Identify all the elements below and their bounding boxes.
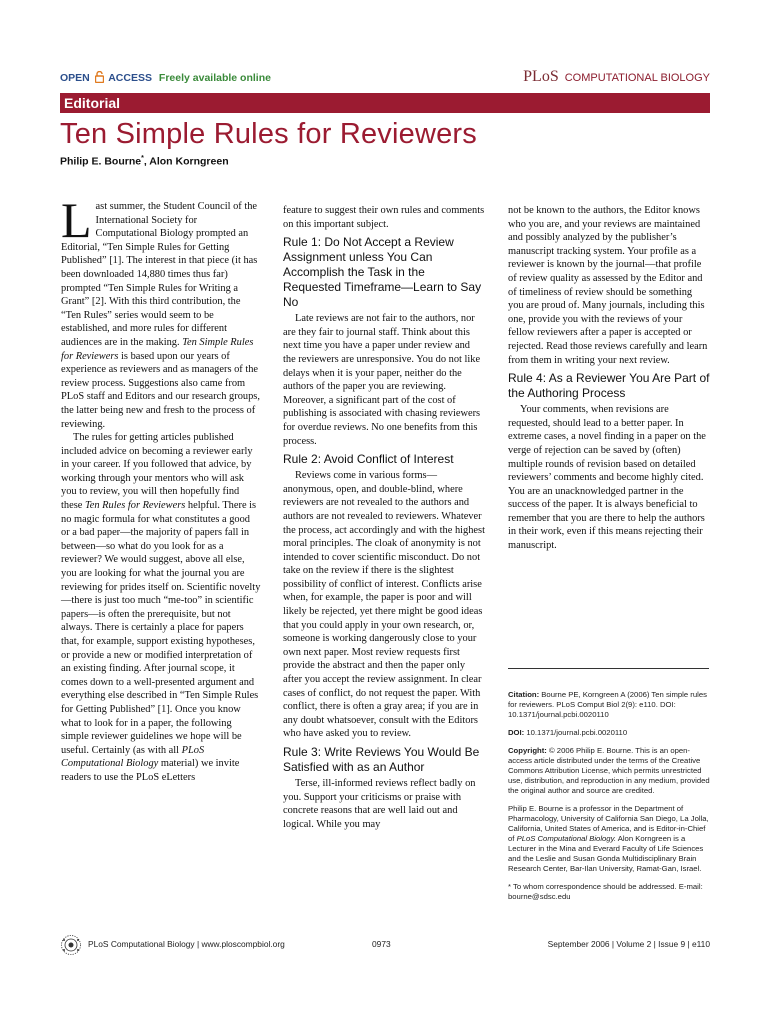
p2-text-a: The rules for getting articles published included advice on becoming a reviewer early in your career. If you followed that advice, by working through your mentors who will ask you to review, you will then hopefully find these bbox=[61, 432, 253, 512]
rule-1-text: Late reviews are not fair to the authors, nor are they fair to journal staff. Think about this next time you have a paper under review and the reviewers are unresponsive. You do not like delays when it is your paper, neither do the authors of the paper you are reviewing. Moreover, a significant part of the cost of publishing is associated with chasing reviewers for overdue reviews. No one benefits from this process. bbox=[283, 313, 481, 447]
corresponding-mark: * bbox=[141, 155, 144, 162]
rule-2-heading: Rule 2: Avoid Conflict of Interest bbox=[283, 452, 454, 467]
rule-1-heading: Rule 1: Do Not Accept a Review Assignment unless You Can Accomplish the Task in the Requested Timeframe—Learn to Say No bbox=[283, 235, 482, 310]
doi bbox=[508, 728, 710, 738]
journal-name-label: COMPUTATIONAL BIOLOGY bbox=[564, 72, 710, 84]
bio-text-a: Philip E. Bourne is a professor in the Department of Pharmacology, University of California San Diego, La Jolla, California, United States of America, and is Editor-in-Chief of bbox=[508, 804, 709, 843]
page-footer bbox=[60, 933, 710, 955]
p2-text-c: material) we invite readers to use the PLoS eLetters bbox=[61, 758, 240, 783]
copyright-label: Copyright: bbox=[508, 746, 547, 755]
drop-cap: L bbox=[61, 192, 92, 248]
bio-text-b: Alon Korngreen is a Lecturer in the Mina and Everard Faculty of Life Sciences and the Leslie and Susan Gonda Multidisciplinary Brain Research Center, Bar-Ilan University, Ramat-Gan, Israel. bbox=[508, 834, 704, 873]
rule-4-text: Your comments, when revisions are requested, should lead to a better paper. In extreme cases, a novel finding in a paper on the verge of rejection can be saved by (often) multiple rounds of revision based on detailed reviewers’ comments and become highly cited. You are an unacknowledged partner in the success of the paper. It is always beneficial to remember that you are there to help the authors in their work, even if this means rejecting their manuscript. bbox=[508, 404, 706, 552]
footer-journal-link[interactable]: PLoS Computational Biology | www.ploscompbiol.org bbox=[88, 939, 285, 949]
journal-plos-label: PLoS bbox=[523, 68, 559, 85]
paragraph-2 bbox=[61, 431, 261, 784]
intro-italic: Ten Simple Rules for Reviewers bbox=[61, 336, 254, 362]
intro-text-tail: is based upon our years of experience as reviewers and as managers of the review process. Suggestions also came from PLoS staff and Editors and our research groups, the latter being new and fresh to the process of reviewing. bbox=[61, 350, 260, 430]
article-metadata bbox=[508, 690, 710, 910]
open-access-label bbox=[60, 72, 271, 84]
citation-label: Citation: bbox=[508, 690, 540, 699]
doi-text: 10.1371/journal.pcbi.0020110 bbox=[524, 728, 628, 737]
section-label: Editorial bbox=[64, 95, 121, 111]
journal-header bbox=[60, 68, 710, 90]
article-title: Ten Simple Rules for Reviewers bbox=[60, 118, 477, 150]
column-3 bbox=[508, 204, 710, 553]
citation-text: Bourne PE, Korngreen A (2006) Ten simple rules for reviewers. PLoS Comput Biol 2(9): e110. DOI: 10.1371/journal.pcbi.0020110 bbox=[508, 690, 707, 719]
intro-text: ast summer, the Student Council of the International Society for Computational Biology prompted an Editorial, “Ten Simple Rules for Getting Published” [1]. The interest in that piece (it has been downloaded 14,880 times thus far) prompted “Ten Simple Rules for Writing a Grant” [2]. With this third contribution, the “Ten Rules” series would seem to be established, and more rules for different audiences are in the making. bbox=[61, 201, 258, 348]
author-line bbox=[60, 155, 229, 168]
correspondence: * To whom correspondence should be addressed. E-mail: bourne@sdsc.edu bbox=[508, 882, 703, 901]
paragraph-continued-2: not be known to the authors, the Editor knows who you are, and your reviews are maintained and possibly analyzed by the publisher’s manuscript tracking system. Your profile as a reviewer is known by the journal—that profile of review quality as assessed by the Editor and of timeliness of review should be something you are proud of. Many journals, including this one, provide you with the reviews of your fellow reviewers after a paper is accepted or rejected. Read those reviews carefully and learn from them in writing your next review. bbox=[508, 205, 708, 366]
rule-3-heading: Rule 3: Write Reviews You Would Be Satisfied with as an Author bbox=[283, 745, 480, 774]
rule-2-text: Reviews come in various forms—anonymous, open, and double-blind, where reviewers are not revealed to the authors and authors are not revealed to reviewers. Whatever the process, act accordingly and with the highest moral principles. The cloak of anonymity is not intended to cover scientific misconduct. Do not take on the review if there is the slightest possibility of conflict of interest. Conflicts arise when, for example, the paper is poor and will likely be rejected, yet there might be good ideas that you could apply in your own research, or, someone is working dangerously close to your own next paper. Most review requests first provide the abstract and then the paper only after you accept the review assignment. In clear cases of conflict, do not request the paper. With conflict, there is often a gray area; if you are in any doubt whatsoever, consult with the Editors who have asked you to review. bbox=[283, 470, 485, 740]
intro-paragraph bbox=[61, 192, 261, 431]
p2-text-b: helpful. There is no magic formula for what constitutes a good or a bad paper—the majority of papers fall in between—so what do you look for as a reviewer? We would suggest, above all else, you are looking for what the journal you are reviewing for prides itself on. Scientific novelty—there is just too much “me-too” in scientific papers—is often the prerequisite, but not always. There is certainly a place for papers that, for example, support existing hypotheses, or provide a new or modified interpretation of an existing finding. After journal scope, it comes down to a well-presented argument and everything else described in “Ten Simple Rules for Getting Published” [1]. Once you know what to look for in a paper, the following simple reviewer guidelines we hope will be useful. Certainly (as with all bbox=[61, 500, 261, 756]
bio-italic: PLoS Computational Biology. bbox=[516, 834, 616, 843]
rule-3-text: Terse, ill-informed reviews reflect badly on you. Support your criticisms or praise with concrete reasons that are well laid out and logical. While you may bbox=[283, 778, 476, 830]
citation bbox=[508, 690, 710, 720]
page-number: 0973 bbox=[372, 939, 391, 949]
rule-4-heading: Rule 4: As a Reviewer You Are Part of the Authoring Process bbox=[508, 371, 710, 401]
issue-info: September 2006 | Volume 2 | Issue 9 | e110 bbox=[547, 939, 710, 949]
p2-italic-journal: PLoS Computational Biology bbox=[61, 744, 205, 770]
column-2 bbox=[283, 204, 485, 831]
doi-label: DOI: bbox=[508, 728, 525, 737]
author-bourne: Philip E. Bourne bbox=[60, 155, 142, 168]
copyright-text: © 2006 Philip E. Bourne. This is an open-access article distributed under the terms of the Creative Commons Attribution License, which permits unrestricted use, distribution, and reproduction in any medium, provided the original author and source are credited. bbox=[508, 746, 710, 795]
p2-italic: Ten Rules for Reviewers bbox=[84, 500, 186, 512]
open-lock-icon bbox=[95, 71, 104, 83]
freely-available-label: Freely available online bbox=[158, 72, 271, 84]
copyright bbox=[508, 746, 710, 796]
author-bios bbox=[508, 804, 710, 874]
open-label: OPEN bbox=[60, 72, 90, 84]
paragraph-continued: feature to suggest their own rules and comments on this important subject. bbox=[283, 205, 485, 230]
plos-logo-icon bbox=[60, 934, 82, 956]
access-label: ACCESS bbox=[108, 72, 152, 84]
divider bbox=[508, 668, 709, 669]
section-banner bbox=[60, 93, 710, 113]
author-korngreen: , Alon Korngreen bbox=[143, 155, 229, 168]
journal-title bbox=[523, 68, 710, 86]
column-1 bbox=[61, 192, 261, 785]
